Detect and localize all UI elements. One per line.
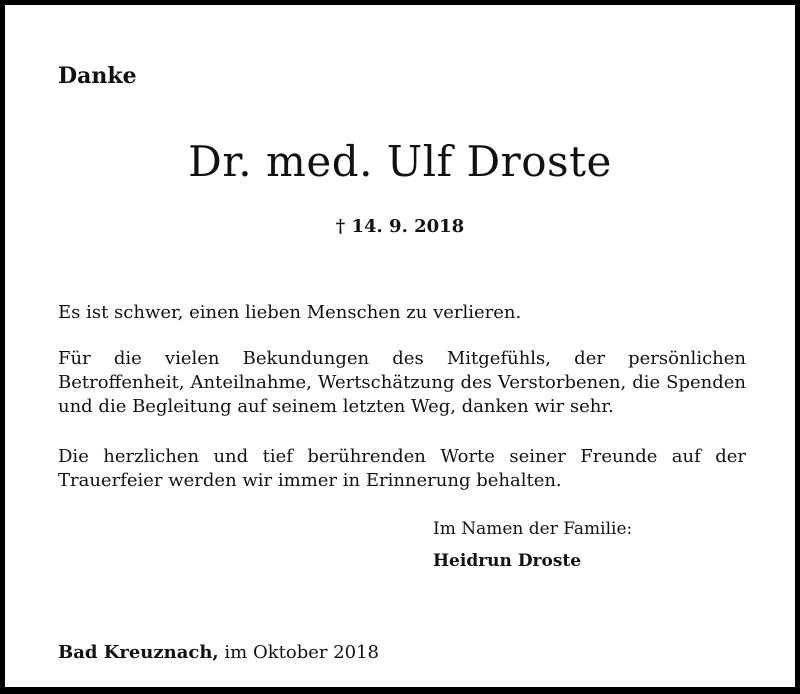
notice-heading: Danke (58, 63, 137, 89)
obituary-notice (5, 5, 795, 687)
paragraph-1: Es ist schwer, einen lieben Menschen zu verlieren. (58, 302, 522, 323)
signature-label: Im Namen der Familie: (433, 519, 633, 539)
deceased-name: Dr. med. Ulf Droste (188, 137, 612, 186)
place: Bad Kreuznach, (58, 642, 219, 663)
place-date: im Oktober 2018 (218, 642, 379, 663)
paragraph-2: Für die vielen Bekundungen des Mitgefühls, der persönlichen Betroffenheit, Anteilnahme, Wertschätzung des Verstorbenen, die Spenden und die Begleitung auf seinem letzten Weg, danken wir sehr. (58, 348, 746, 417)
signature-name: Heidrun Droste (433, 551, 582, 571)
place-and-date (58, 642, 379, 663)
death-date: † 14. 9. 2018 (335, 216, 465, 237)
paragraph-3: Die herzlichen und tief berührenden Worte seiner Freunde auf der Trauerfeier werden wir immer in Erinnerung behalten. (58, 446, 746, 491)
